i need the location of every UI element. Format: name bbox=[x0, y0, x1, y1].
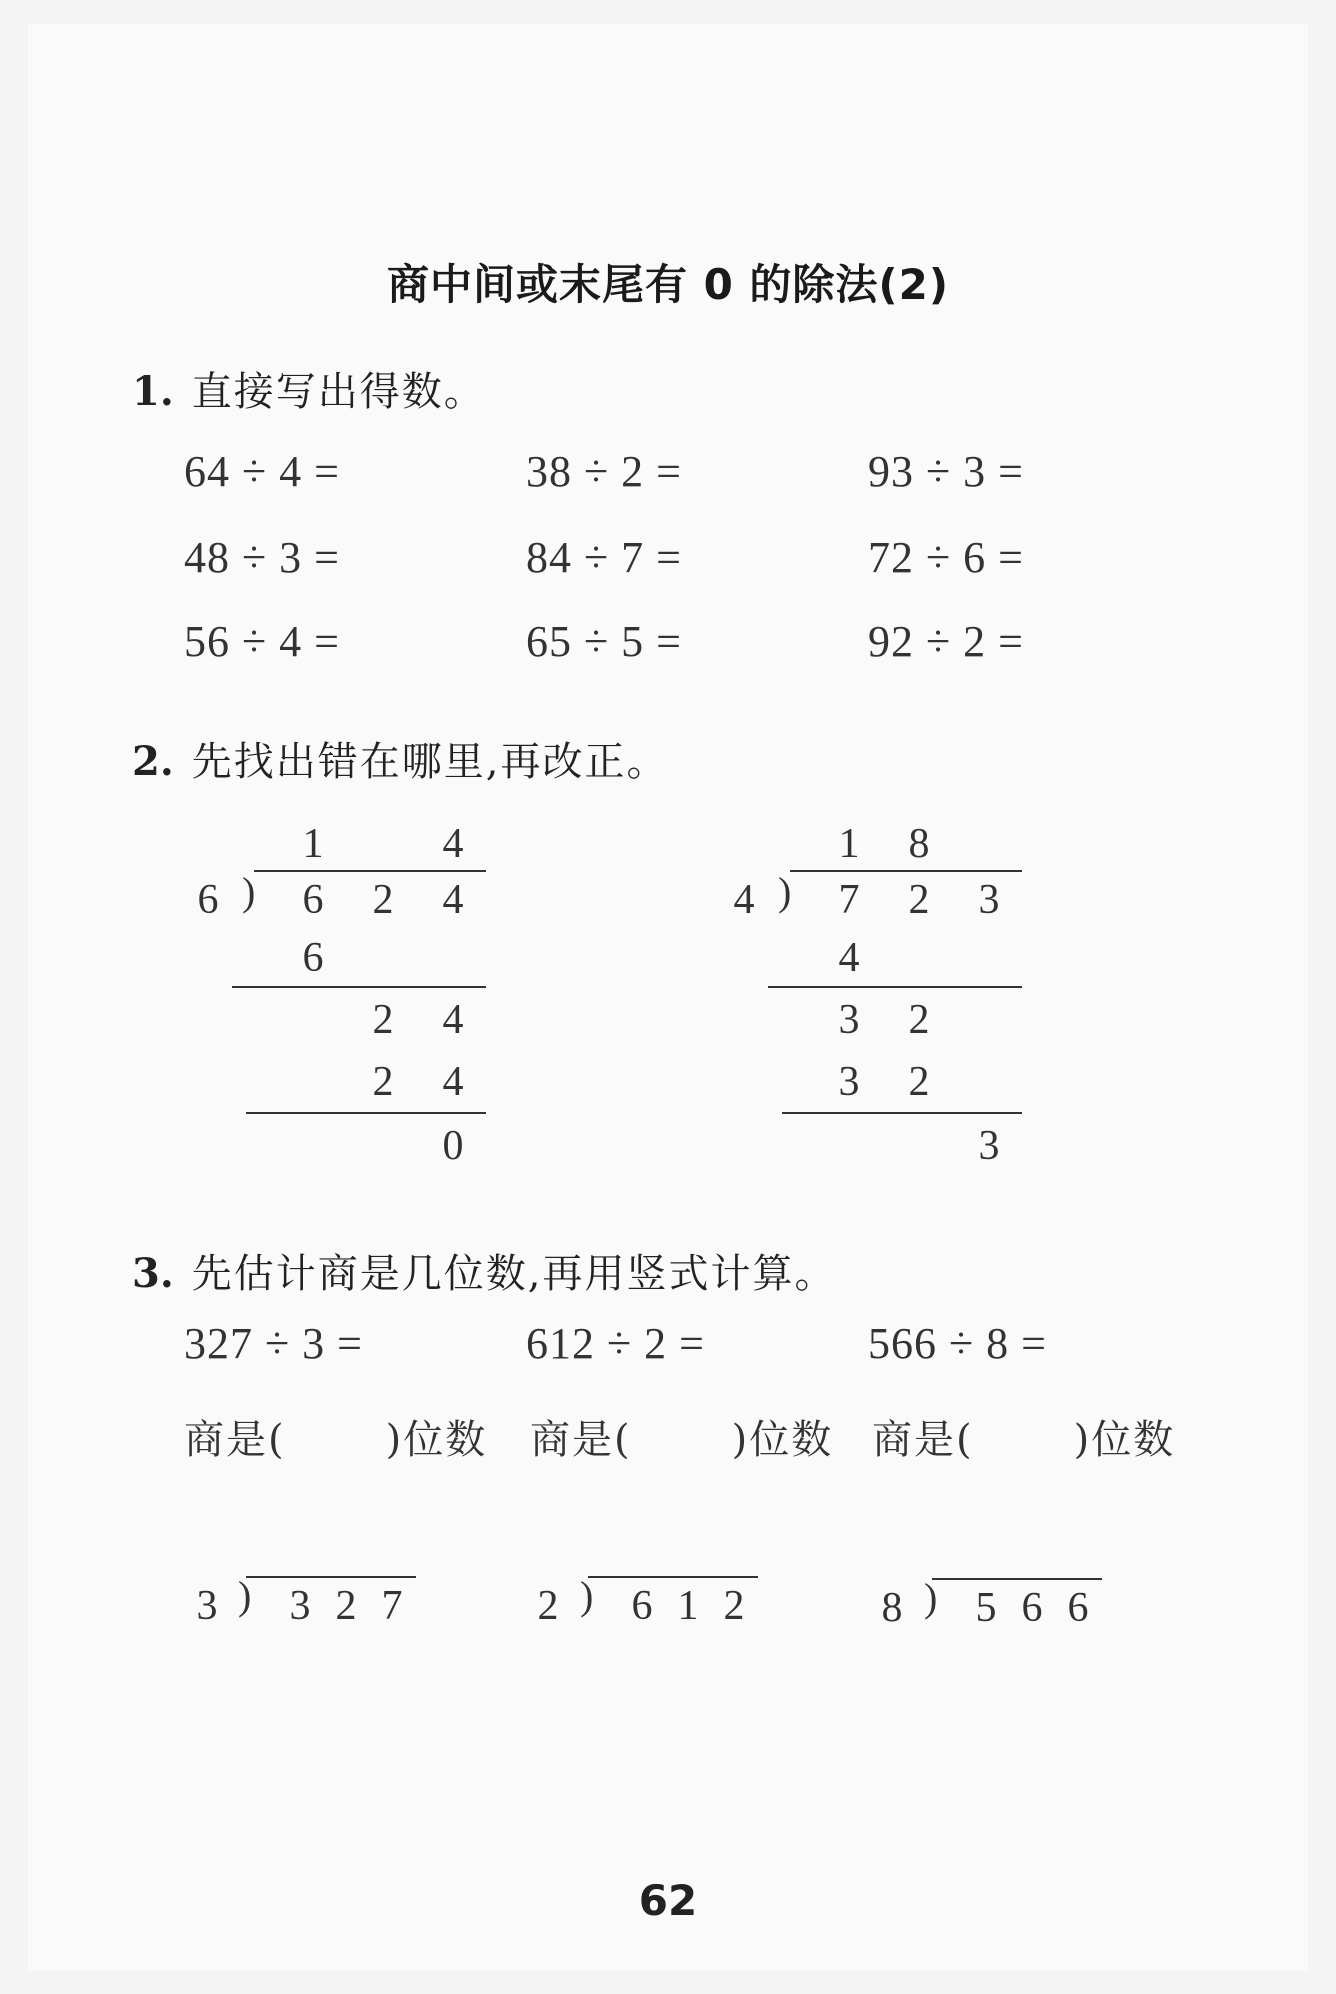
step-digit: 6 bbox=[302, 935, 324, 981]
step-digit: 2 bbox=[372, 1059, 394, 1105]
quotient-digit: 4 bbox=[442, 821, 464, 867]
subtraction-line bbox=[768, 986, 1022, 988]
division-bracket: ) bbox=[778, 869, 792, 914]
divisor: 3 bbox=[196, 1583, 218, 1629]
q1-expr-r1c1: 64 ÷ 4 = bbox=[184, 447, 340, 496]
quotient-digits-blank-2[interactable] bbox=[530, 1408, 833, 1465]
q3-expr-3: 566 ÷ 8 = bbox=[868, 1319, 1047, 1368]
dividend-digit: 2 bbox=[335, 1583, 357, 1629]
q3-expr-2: 612 ÷ 2 = bbox=[526, 1319, 705, 1368]
blank-suffix: )位数 bbox=[1073, 1417, 1176, 1463]
remainder-digit: 3 bbox=[978, 1123, 1000, 1169]
q1-expr-r2c3: 72 ÷ 6 = bbox=[868, 533, 1024, 582]
division-bracket: ) bbox=[580, 1573, 594, 1618]
step-digit: 4 bbox=[442, 1059, 464, 1105]
q1-expr-r1c2: 38 ÷ 2 = bbox=[526, 447, 682, 496]
division-bar bbox=[254, 870, 486, 872]
dividend-digit: 2 bbox=[372, 877, 394, 923]
dividend-digit: 7 bbox=[838, 877, 860, 923]
question-2-header bbox=[132, 730, 668, 787]
dividend-digit: 7 bbox=[381, 1583, 403, 1629]
dividend-digit: 6 bbox=[631, 1583, 653, 1629]
blank-suffix: )位数 bbox=[385, 1417, 488, 1463]
subtraction-line bbox=[782, 1112, 1022, 1114]
dividend-digit: 6 bbox=[1067, 1585, 1089, 1631]
page-number: 62 bbox=[638, 1876, 698, 1925]
worksheet-page bbox=[28, 24, 1308, 1970]
q1-expr-r3c1: 56 ÷ 4 = bbox=[184, 617, 340, 666]
dividend-digit: 1 bbox=[677, 1583, 699, 1629]
step-digit: 2 bbox=[908, 1059, 930, 1105]
q1-expr-r1c3: 93 ÷ 3 = bbox=[868, 447, 1024, 496]
quotient-digits-blank-3[interactable] bbox=[872, 1408, 1175, 1465]
q1-expr-r3c3: 92 ÷ 2 = bbox=[868, 617, 1024, 666]
quotient-digits-blank-1[interactable] bbox=[184, 1408, 487, 1465]
divisor: 4 bbox=[733, 877, 755, 923]
quotient-digit: 8 bbox=[908, 821, 930, 867]
quotient-digit: 1 bbox=[302, 821, 324, 867]
question-2-text: 先找出错在哪里,再改正。 bbox=[191, 739, 669, 785]
step-digit: 2 bbox=[372, 997, 394, 1043]
divisor: 8 bbox=[881, 1585, 903, 1631]
question-3-number: 3. bbox=[132, 1250, 174, 1297]
step-digit: 4 bbox=[442, 997, 464, 1043]
subtraction-line bbox=[246, 1112, 486, 1114]
question-1-header bbox=[132, 360, 486, 417]
blank-suffix: )位数 bbox=[731, 1417, 834, 1463]
quotient-digit: 1 bbox=[838, 821, 860, 867]
question-3-header bbox=[132, 1242, 836, 1299]
q3-expr-1: 327 ÷ 3 = bbox=[184, 1319, 363, 1368]
question-1-number: 1. bbox=[132, 368, 174, 415]
question-3-text: 先估计商是几位数,再用竖式计算。 bbox=[191, 1251, 837, 1297]
step-digit: 4 bbox=[838, 935, 860, 981]
division-bracket: ) bbox=[924, 1575, 938, 1620]
blank-prefix: 商是( bbox=[872, 1417, 974, 1463]
step-digit: 3 bbox=[838, 1059, 860, 1105]
dividend-digit: 2 bbox=[723, 1583, 745, 1629]
step-digit: 2 bbox=[908, 997, 930, 1043]
question-1-text: 直接写出得数。 bbox=[191, 369, 486, 415]
dividend-digit: 6 bbox=[1021, 1585, 1043, 1631]
step-digit: 3 bbox=[838, 997, 860, 1043]
dividend-digit: 2 bbox=[908, 877, 930, 923]
q1-expr-r2c1: 48 ÷ 3 = bbox=[184, 533, 340, 582]
question-2-number: 2. bbox=[132, 738, 174, 785]
blank-prefix: 商是( bbox=[530, 1417, 632, 1463]
blank-prefix: 商是( bbox=[184, 1417, 286, 1463]
division-bar bbox=[932, 1578, 1102, 1580]
dividend-digit: 4 bbox=[442, 877, 464, 923]
subtraction-line bbox=[232, 986, 486, 988]
divisor: 2 bbox=[537, 1583, 559, 1629]
dividend-digit: 6 bbox=[302, 877, 324, 923]
dividend-digit: 5 bbox=[975, 1585, 997, 1631]
division-bar bbox=[588, 1576, 758, 1578]
division-bracket: ) bbox=[242, 869, 256, 914]
page-title: 商中间或末尾有 0 的除法(2) bbox=[386, 260, 950, 309]
dividend-digit: 3 bbox=[289, 1583, 311, 1629]
division-bar bbox=[790, 870, 1022, 872]
dividend-digit: 3 bbox=[978, 877, 1000, 923]
q1-expr-r3c2: 65 ÷ 5 = bbox=[526, 617, 682, 666]
q1-expr-r2c2: 84 ÷ 7 = bbox=[526, 533, 682, 582]
division-bar bbox=[246, 1576, 416, 1578]
division-bracket: ) bbox=[238, 1573, 252, 1618]
divisor: 6 bbox=[197, 877, 219, 923]
remainder-digit: 0 bbox=[442, 1123, 464, 1169]
